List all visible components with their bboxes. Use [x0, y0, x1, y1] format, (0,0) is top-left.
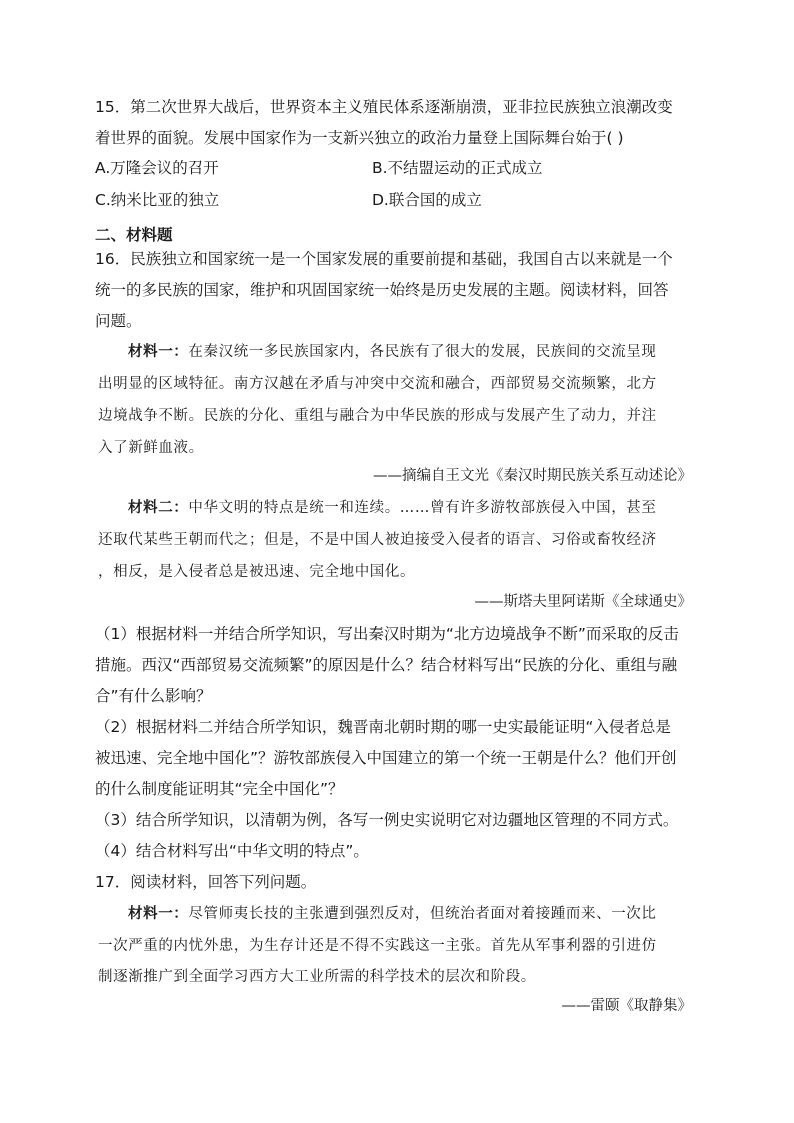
q16-material2-line-2: 还取代某些王朝而代之；但是，不是中国人被迫接受入侵者的语言、习俗或畜牧经济: [98, 532, 657, 548]
section-title: 二、材料题: [95, 226, 173, 244]
q16-material1-line-2: 出明显的区域特征。南方汉越在矛盾与冲突中交流和融合，西部贸易交流频繁，北方: [98, 376, 657, 392]
q16-material2-text-1: 中华文明的特点是统一和连续。……曾有许多游牧部族侵入中国，甚至: [188, 500, 657, 516]
q16-stem-line-2: 统一的多民族的国家，维护和巩固国家统一始终是历史发展的主题。阅读材料，回答: [95, 281, 669, 299]
q17-material1-line-1: [128, 903, 657, 925]
q16-material1-line-4: 入了新鲜血液。: [98, 440, 204, 456]
q16-material2-source: ——斯塔夫里阿诺斯《全球通史》: [474, 594, 692, 610]
q16-material2-line-3: ，相反，是入侵者总是被迅速、完全地中国化。: [98, 564, 416, 580]
q16-question-3: （3）结合所学知识，以清朝为例，各写一例史实说明它对边疆地区管理的不同方式。: [95, 811, 679, 829]
q16-material1-line-1: [128, 341, 657, 363]
q15-stem-line-1: 15．第二次世界大战后，世界资本主义殖民体系逐渐崩溃，亚非拉民族独立浪潮改变: [95, 98, 673, 116]
q16-question-2-line-3: 的什么制度能证明其“完全中国化”？: [95, 780, 344, 798]
q16-question-1-line-2: 措施。西汉“西部贸易交流频繁”的原因是什么？结合材料写出“民族的分化、重组与融: [95, 656, 678, 674]
q16-material2-line-1: [128, 497, 657, 519]
q17-material1-source: ——雷颐《取静集》: [561, 998, 692, 1014]
q15-option-c: C.纳米比亚的独立: [95, 191, 220, 209]
q15-option-b: B.不结盟运动的正式成立: [372, 159, 543, 177]
q16-material1-line-3: 边境战争不断。民族的分化、重组与融合为中华民族的形成与发展产生了动力，并注: [98, 408, 657, 424]
q15-option-a: A.万隆会议的召开: [95, 159, 219, 177]
q16-question-1-line-1: （1）根据材料一并结合所学知识，写出秦汉时期为“北方边境战争不断”而采取的反击: [95, 625, 679, 643]
q16-stem-line-3: 问题。: [95, 312, 142, 330]
q17-material1-line-3: 制逐渐推广到全面学习西方大工业所需的科学技术的层次和阶段。: [98, 969, 536, 985]
q16-material1-text-1: 在秦汉统一多民族国家内，各民族有了很大的发展，民族间的交流呈现: [188, 344, 657, 360]
q16-material2-label: 材料二：: [128, 499, 189, 516]
q16-question-1-line-3: 合”有什么影响？: [95, 687, 212, 705]
q17-material1-line-2: 一次严重的内忧外患，为生存计还是不得不实践这一主张。首先从军事利器的引进仿: [98, 938, 657, 954]
q15-stem-line-2: 着世界的面貌。发展中国家作为一支新兴独立的政治力量登上国际舞台始于( ): [95, 129, 624, 147]
q17-material1-label: 材料一：: [128, 905, 189, 922]
q15-option-d: D.联合国的成立: [372, 191, 482, 209]
q17-material1-text-1: 尽管师夷长技的主张遭到强烈反对，但统治者面对着接踵而来、一次比: [188, 906, 657, 922]
q16-material1-source: ——摘编自王文光《秦汉时期民族关系互动述论》: [373, 468, 692, 484]
q16-question-2-line-2: 被迅速、完全地中国化”？游牧部族侵入中国建立的第一个统一王朝是什么？他们开创: [95, 749, 677, 767]
q16-material1-label: 材料一：: [128, 343, 189, 360]
q16-stem-line-1: 16．民族独立和国家统一是一个国家发展的重要前提和基础，我国自古以来就是一个: [95, 250, 673, 268]
q16-question-4: （4）结合材料写出“中华文明的特点”。: [95, 842, 369, 860]
q16-question-2-line-1: （2）根据材料二并结合所学知识，魏晋南北朝时期的哪一史实最能证明“入侵者总是: [95, 718, 671, 736]
q17-stem: 17．阅读材料，回答下列问题。: [95, 873, 317, 891]
